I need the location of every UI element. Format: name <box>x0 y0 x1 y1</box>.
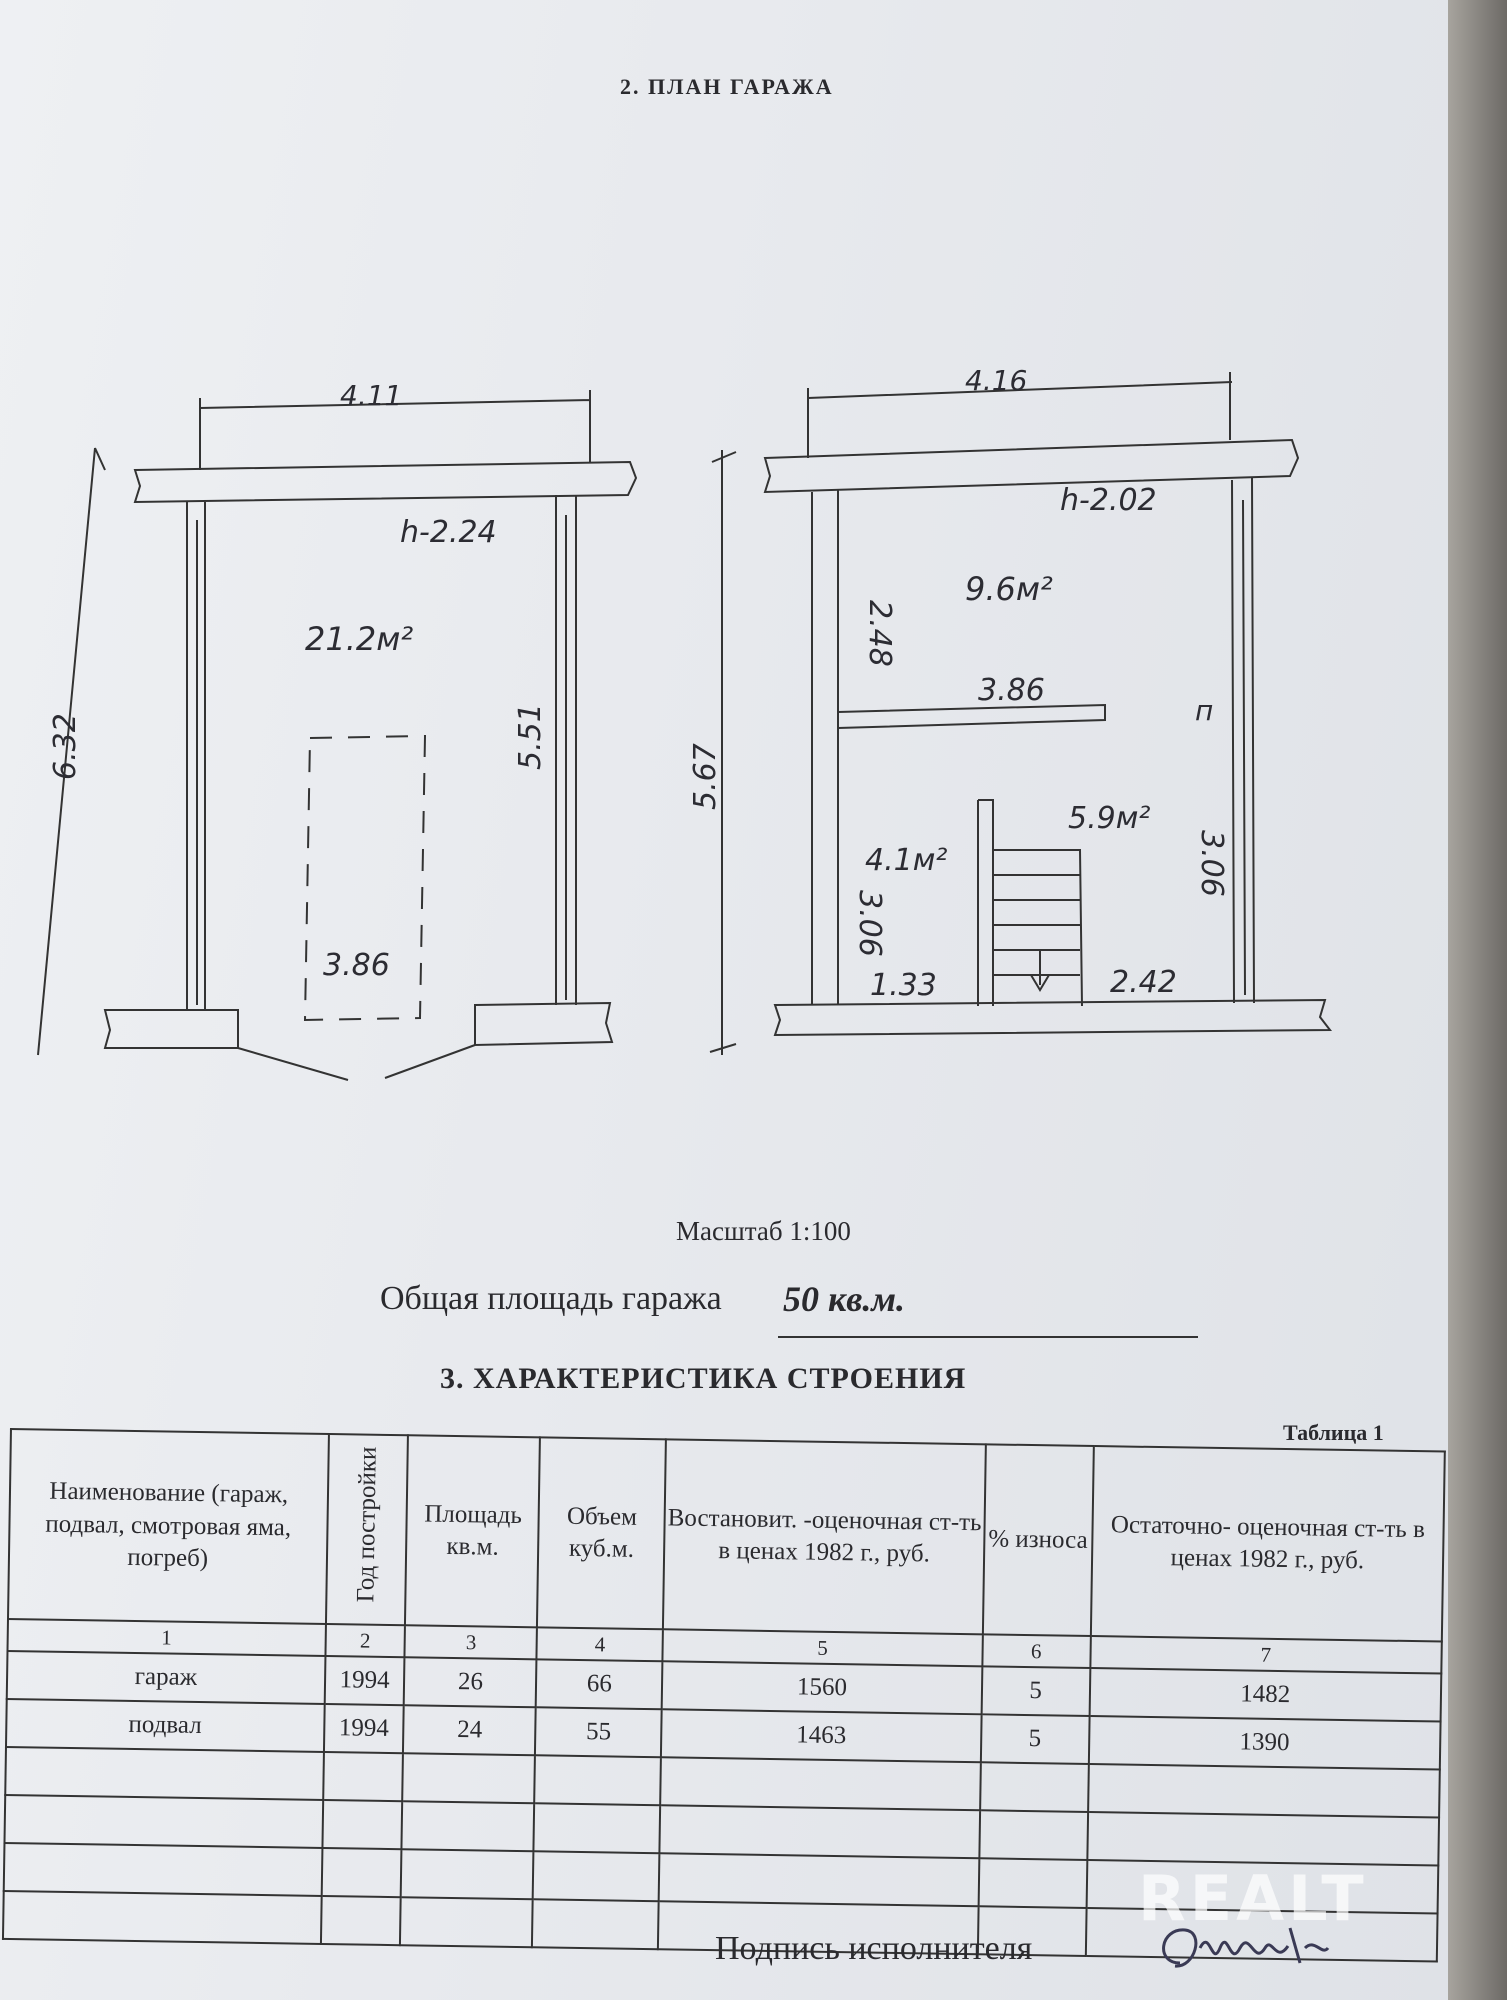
cell-year: 1994 <box>323 1704 404 1753</box>
cell-area: 24 <box>403 1705 536 1755</box>
scale-label: Масштаб 1:100 <box>676 1216 851 1246</box>
header-year-text: Год постройки <box>351 1446 382 1603</box>
plan-section-title: 2. ПЛАН ГАРАЖА <box>620 74 834 99</box>
basement-left-area-label: 4.1м² <box>865 843 948 878</box>
basement-stairs <box>993 850 1082 1006</box>
column-number: 7 <box>1090 1636 1442 1674</box>
cell-restoration-cost: 1463 <box>661 1709 981 1762</box>
stairs-down-arrow <box>1031 950 1049 990</box>
total-area-value: 50 кв.м. <box>783 1279 905 1319</box>
ground-right-footing <box>475 1003 612 1045</box>
ground-top-wall <box>135 462 636 502</box>
ground-area-label: 21.2м² <box>305 620 414 658</box>
header-residual-cost: Остаточно- оценочная ст-ть в ценах 1982 г., руб. <box>1090 1446 1444 1641</box>
basement-right-depth-label: 3.06 <box>1194 830 1229 897</box>
basement-left-depth-label: 3.06 <box>852 890 887 957</box>
column-number: 2 <box>325 1624 405 1657</box>
cell-name: гараж <box>7 1651 325 1704</box>
header-year <box>326 1434 409 1625</box>
cell-year: 1994 <box>324 1656 405 1705</box>
basement-left-width-label: 1.33 <box>870 968 937 1003</box>
basement-upper-depth-label: 2.48 <box>862 600 897 667</box>
basement-partition-label: 3.86 <box>978 673 1045 708</box>
ground-left-footing <box>105 1010 238 1048</box>
basement-left-wall <box>812 490 838 1005</box>
column-number: 3 <box>405 1625 537 1659</box>
basement-right-wall <box>1232 478 1254 1003</box>
ground-height-label: h-2.24 <box>400 515 497 550</box>
header-name: Наименование (гараж, подвал, смотровая яма, погреб) <box>8 1429 328 1624</box>
basement-symbol-label: п <box>1195 694 1214 727</box>
ground-pit-label: 3.86 <box>323 948 390 983</box>
basement-right-width-label: 2.42 <box>1110 965 1177 1000</box>
cell-wear: 5 <box>981 1666 1090 1716</box>
total-area-label: Общая площадь гаража <box>380 1280 722 1317</box>
basement-length-label: 5.67 <box>688 743 723 810</box>
basement-partition <box>838 705 1105 728</box>
ground-length-outer-label: 6.32 <box>48 713 83 780</box>
table-header-row <box>8 1429 1445 1642</box>
column-number: 6 <box>982 1634 1090 1668</box>
basement-width-label: 4.16 <box>965 364 1028 397</box>
header-volume: Объем куб.м. <box>537 1437 666 1629</box>
cell-volume: 66 <box>536 1659 663 1709</box>
svg-text:REALT: REALT <box>1138 1862 1368 1932</box>
cell-name: подвал <box>6 1699 324 1752</box>
table-number-label: Таблица 1 <box>1283 1420 1384 1445</box>
basement-bottom-wall <box>775 1000 1330 1035</box>
header-wear: % износа <box>983 1444 1094 1636</box>
characteristics-section-title: 3. ХАРАКТЕРИСТИКА СТРОЕНИЯ <box>440 1362 967 1395</box>
ground-right-wall <box>556 495 576 1005</box>
ground-left-wall <box>187 502 205 1010</box>
cell-wear: 5 <box>981 1714 1090 1764</box>
cell-volume: 55 <box>535 1707 662 1757</box>
cell-residual-cost: 1390 <box>1088 1716 1440 1770</box>
signature-label: Подпись исполнителя <box>715 1930 1033 1967</box>
cell-area: 26 <box>404 1657 537 1707</box>
column-number: 5 <box>663 1629 983 1666</box>
basement-right-area-label: 5.9м² <box>1068 801 1151 836</box>
basement-top-wall <box>765 440 1298 492</box>
ground-entrance-lines <box>238 1045 475 1080</box>
cell-restoration-cost: 1560 <box>662 1661 982 1714</box>
basement-stair-rail <box>978 800 993 1006</box>
realt-watermark <box>1138 1862 1438 1932</box>
column-number: 4 <box>537 1627 663 1661</box>
cell-residual-cost: 1482 <box>1089 1668 1441 1722</box>
ground-length-inner-label: 5.51 <box>513 703 548 770</box>
ground-width-label: 4.11 <box>340 379 403 412</box>
header-area: Площадь кв.м. <box>405 1435 540 1627</box>
column-number: 1 <box>7 1619 325 1656</box>
header-restoration-cost: Востановит. -оценочная ст-ть в ценах 1982 г., руб. <box>663 1439 985 1634</box>
background-surface <box>1448 0 1507 2000</box>
basement-upper-area-label: 9.6м² <box>965 570 1053 608</box>
total-area-underline <box>778 1336 1198 1338</box>
basement-height-label: h-2.02 <box>1060 483 1157 518</box>
